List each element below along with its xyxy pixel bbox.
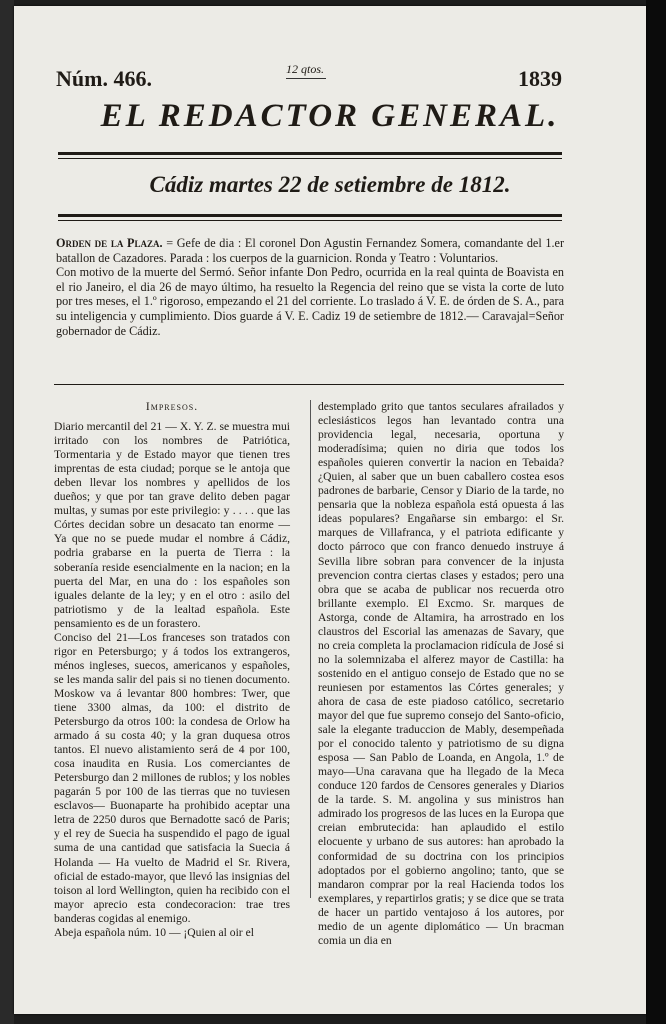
- dateline: Cádiz martes 22 de setiembre de 1812.: [149, 172, 511, 197]
- orden-paragraph-2: Con motivo de la muerte del Sermó. Señor infante Don Pedro, ocurrida en la real quinta de Boavista en el rio Janeiro, el dia 26 de mayo último, ha resuelto la Regencia del reino que se vista la corte de luto por tres meses, el 1.º rigoroso, empezando el 21 del corriente. Lo traslado á V. E. de órden de S. A., para su inteligencia y cumplimiento. Dios guarde á V. E. Cadiz 19 de setiembre de 1812.— Caravajal=Señor gobernador de Cádiz.: [56, 265, 564, 338]
- dateline-rule-thin: [58, 220, 562, 221]
- article-conciso: Conciso del 21—Los franceses son tratados con rigor en Petersburgo; y á todos los extrangeros, ménos ingleses, suecos, americanos y españoles, se les manda salir del pais si no tienen documento. Moskow va á levantar 800 hombres: Twer, que tiene 3300 almas, da 100: el distrito de Petersburgo da otros 100: la condesa de Orlow ha armado á su costa 40; y la gran duquesa otros tantos. El nuevo alistamiento será de 4 por 100, cosa inaudita en Rusia. Los comerciantes de Petersburgo dan 2 millones de rublos; y los nobles pagarán 5 por 100 de las tierras que no tuviesen esclavos— Buonaparte ha prohibido aceptar una letra de 2250 duros que Bernadotte sacó de Paris; y el rey de Suecia ha suspendido el pago de igual suma de una cantidad que satisfacia la Suecia á Holanda — Ha vuelto de Madrid el Sr. Rivera, oficial de estado-mayor, que llevó las insignias del toison al lord Wellington, quien ha recibido con el mayor aprecio esta condecoracion: trae tres banderas cogidas al enemigo.: [54, 630, 290, 925]
- article-continued: destemplado grito que tantos seculares afrailados y eclesiásticos legos han levantado contra una providencia legal, necesaria, oportuna y moderadísima; quien no diria que todos los españoles quieren convertir la nacion en Tebaida? ¿Quien, al saber que un buen caballero costea esos padrones de barbarie, Censor y Diario de la tarde, no pensaria que la nobleza española está opuesta á las ideas populares? Engañarse sin embargo: el Sr. marques de Villafranca, y el patriota edificante y docto párroco que con franco denuedo instruye á Sevilla libre sobran para convencer de la injusta prevencion contra ciertas clases y estados; pero una obra que se acaba de publicar nos recuerda otro brillante exemplo. El Excmo. Sr. marques de Astorga, conde de Altamira, ha arrostrado en los claustros del Escorial las amenazas de Savary, que no creia completa la proclamacion ridícula de José si no la solemnizaba el alferez mayor de Castilla: ha sostenido en el antiguo consejo de Estado que no se reuniesen por estamentos las Córtes generales; y ahora de casa de este piadoso católico, secretario mayor del que fue supremo consejo del Santo-oficio, sale la elegante traduccion de Mably, desempeñada por el conocido talento y patriotismo de su digna esposa — San Pablo de Loanda, en Angola, 1.º de mayo—Una caravana que ha llegado de la Meca conduce 120 fardos de Censores generales y Diarios de la tarde. S. M. angolina y sus ministros han admirado los progresos de las luces en la Europa que creian embrutecida: han aplaudido el estilo elocuente y urbano de sus autores: han aprobado la conformidad de su doctrina con los principios adoptados por el gobierno angolino; tanto, que se mandaron comprar por la real Hacienda todos los exemplares, y repartirlos gratis; y se dice que se trata de hacer un partido ventajoso á los autores, por medio de un agente diplomático — Un bracman comia un dia en: [318, 400, 564, 947]
- issue-number: Núm. 466.: [56, 66, 152, 91]
- archive-year: 1839: [518, 66, 562, 91]
- masthead-title: EL REDACTOR GENERAL.: [100, 98, 560, 134]
- article-abeja-espanola: Abeja española núm. 10 — ¡Quien al oir el: [54, 925, 254, 939]
- column-divider: [310, 400, 311, 898]
- section-heading-impresos: Impresos.: [145, 400, 199, 413]
- orden-de-la-plaza: [56, 236, 564, 338]
- newspaper-page: [14, 6, 646, 1014]
- orden-paragraph-1: [56, 236, 564, 265]
- right-column: [318, 400, 564, 948]
- masthead-rule-thin: [58, 158, 562, 159]
- dateline-rule-thick: [58, 214, 562, 217]
- scan-right-edge: [646, 0, 666, 1024]
- scan-left-edge: [0, 0, 14, 1024]
- orden-text-1: = Gefe de dia : El coronel Don Agustin Fernandez Somera, comandante del 1.er batallon de Cazadores. Parada : los cuerpos de la guarnicion. Ronda y Teatro : Voluntarios.: [56, 236, 565, 265]
- masthead-rule-thick: [58, 152, 562, 155]
- section-rule: [54, 384, 564, 385]
- left-column: [54, 400, 290, 940]
- price: 12 qtos.: [286, 62, 325, 76]
- orden-label: Orden de la Plaza.: [56, 236, 163, 250]
- price-underline: [286, 78, 326, 79]
- article-diario-mercantil: Diario mercantil del 21 — X. Y. Z. se muestra mui irritado con los nombres de Patriótica, Tormentaria y de Estado mayor que tienen tres imprentas de esta ciudad; porque se le antoja que deben llevar los nombres y apellidos de los dueños; y que por tan grave delito deben pagar multas, y sumas por este privilegio: y . . . . que las Córtes decidan sobre un desacato tan enorme — Ya que no se puede mudar el nombre á Cádiz, podria grabarse en la puerta de Tierra : la soberanía reside esencialmente en la nacion; en la puerta del Mar, en una do : los españoles son iguales delante de la ley; y en el otro : asilo del patriotismo y de la lealtad española. Este pensamiento es de un forastero.: [54, 420, 290, 630]
